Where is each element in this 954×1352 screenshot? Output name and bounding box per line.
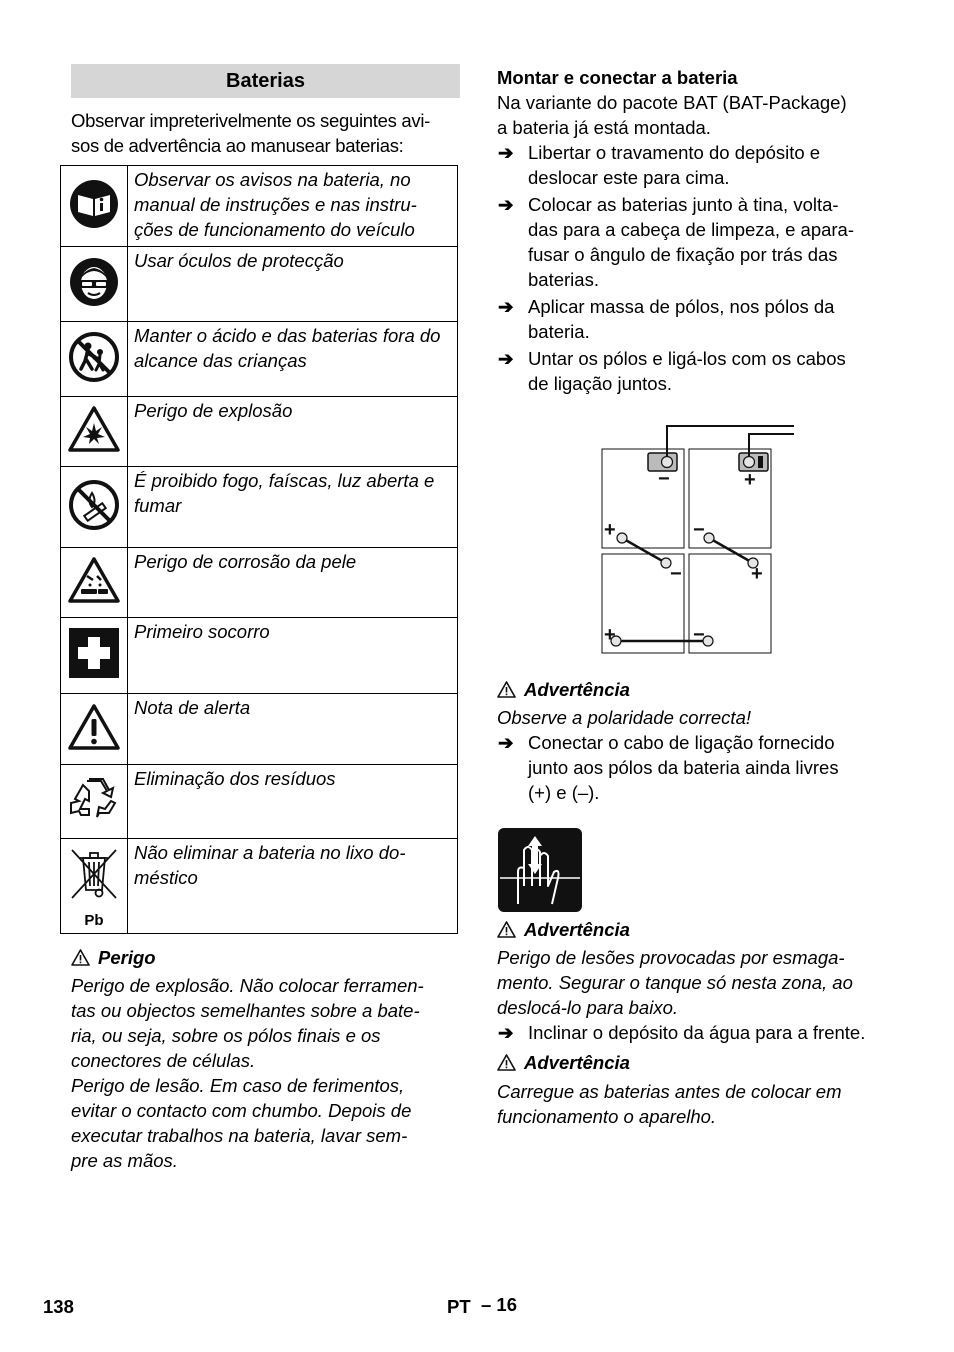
list-item [498,346,898,396]
warning-text: Perigo de lesões provocadas por esmaga- mento. Segurar o tanque só nesta zona, ao deslocá-lo para baixo. [497,947,853,1018]
warning-triangle-icon [497,1054,516,1071]
symbol-text: Observar os avisos na bateria, no manual de instruções e nas instru-ções de funcionamento do veículo [128,166,458,247]
list-item [498,730,898,805]
step-text: Conectar o cabo de ligação fornecido junto aos pólos da bateria ainda livres (+) e (–). [528,732,839,803]
warning-text: Observe a polaridade correcta! [497,707,751,728]
no-fire-smoking-icon [68,479,120,531]
polarity-plus: + [751,563,763,585]
symbol-text: Perigo de corrosão da pele [128,548,458,618]
polarity-minus: − [658,468,670,490]
list-item [498,192,898,292]
section-heading-bar [71,64,460,98]
step-text: Inclinar o depósito da água para a frente. [528,1022,866,1043]
polarity-minus: − [670,563,682,585]
arrow-icon: ➔ [498,296,514,317]
pinch-hazard-hand-icon [498,828,582,912]
list-item [498,1020,898,1045]
symbol-text: Não eliminar a bateria no lixo do-méstico [128,839,458,934]
step-text: Aplicar massa de pólos, nos pólos da bateria. [528,296,835,342]
language-code: PT [447,1296,471,1317]
pb-label: Pb [84,911,104,929]
warning-title: Advertência [524,679,630,700]
table-row [61,765,458,839]
polarity-minus: − [693,624,705,646]
step-text: Libertar o travamento do depósito e deslocar este para cima. [528,142,821,188]
arrow-icon: ➔ [498,732,514,753]
manual-info-icon [68,178,120,230]
symbol-text: Manter o ácido e das baterias fora do alcance das crianças [128,322,458,397]
table-row [61,694,458,765]
page-number: 138 [43,1296,74,1317]
symbol-text: Usar óculos de protecção [128,247,458,322]
first-aid-icon [68,627,120,679]
step-text: Untar os pólos e ligá-los com os cabos de ligação juntos. [528,348,846,394]
warning-icon [67,703,121,751]
recycling-icon [67,773,121,825]
list-item [498,294,898,344]
section-page-number: – 16 [481,1294,518,1315]
warning-title: Advertência [524,1052,630,1073]
danger-title: Perigo [98,947,156,968]
warning-triangle-icon [71,949,90,966]
corrosion-hazard-icon [67,556,121,604]
warning-heading [497,1050,630,1075]
polarity-minus: − [693,519,705,541]
arrow-icon: ➔ [498,142,514,163]
warning-text: Carregue as baterias antes de colocar em funcionamento o aparelho. [497,1081,842,1127]
section-heading: Baterias [226,70,305,92]
danger-text: Perigo de explosão. Não colocar ferramen- tas ou objectos semelhantes sobre a bate- ria, ou seja, sobre os pólos finais e os conectores de células. Perigo de lesão. Em caso de ferimentos, evitar o contacto com chumbo. Depois de executar trabalhos na bateria, lavar sem- pre as mãos. [71,975,424,1171]
warning-heading [497,917,630,942]
table-row [61,839,458,934]
step-text: Colocar as baterias junto à tina, volta- das para a cabeça de limpeza, e apara- fusar o ângulo de fixação por trás das baterias. [528,194,855,290]
arrow-icon: ➔ [498,194,514,215]
safety-goggles-icon [68,256,120,308]
table-row [61,618,458,694]
symbol-text: É proibido fogo, faíscas, luz aberta e fumar [128,467,458,548]
symbol-text: Perigo de explosão [128,397,458,467]
warning-title: Advertência [524,919,630,940]
table-row [61,322,458,397]
intro-paragraph: Observar impreterivelmente os seguintes avi- sos de advertência ao manusear baterias: [71,110,431,156]
table-row [61,467,458,548]
symbol-text: Eliminação dos resíduos [128,765,458,839]
warning-triangle-icon [497,921,516,938]
table-row [61,548,458,618]
symbol-text: Primeiro socorro [128,618,458,694]
keep-away-children-icon [68,331,120,383]
mount-heading: Montar e conectar a bateria [497,67,738,88]
warning-triangle-icon [497,681,516,698]
danger-heading [71,945,156,970]
table-row [61,247,458,322]
arrow-icon: ➔ [498,348,514,369]
polarity-plus: + [604,519,616,541]
warning-heading [497,677,630,702]
symbols-table [60,165,458,934]
polarity-plus: + [604,624,616,646]
table-row [61,166,458,247]
no-household-waste-icon [66,844,122,920]
battery-wiring-diagram [598,420,798,660]
arrow-icon: ➔ [498,1022,514,1043]
polarity-plus: + [744,469,756,491]
mount-intro: Na variante do pacote BAT (BAT-Package) a bateria já está montada. [497,92,847,138]
symbol-text: Nota de alerta [128,694,458,765]
table-row [61,397,458,467]
explosion-hazard-icon [67,405,121,453]
list-item [498,140,898,190]
